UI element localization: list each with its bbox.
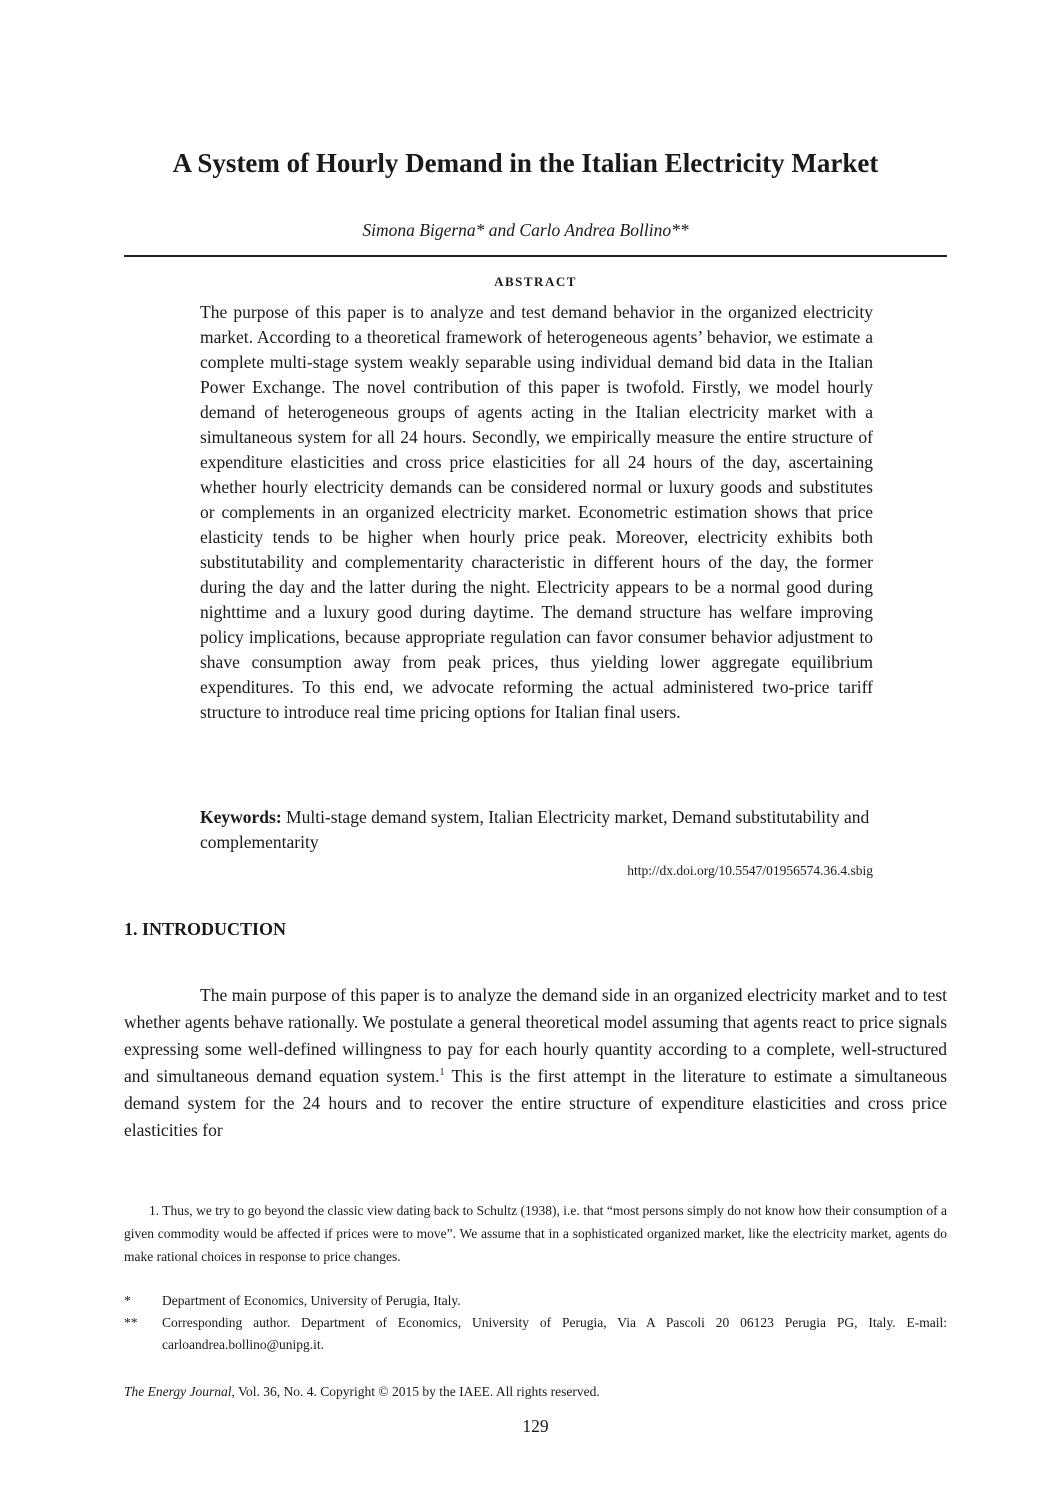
journal-details: , Vol. 36, No. 4. Copyright © 2015 by the IAEE. All rights reserved.: [231, 1384, 600, 1399]
footnote-1: 1. Thus, we try to go beyond the classic view dating back to Schultz (1938), i.e. that “most persons simply do not know how their consumption of a given commodity would be affected if prices were to move”. We assume that in a sophisticated organized market, like the electricity market, agents do make rational choices in response to price changes.: [124, 1203, 947, 1264]
journal-citation: [124, 1384, 600, 1400]
introduction-paragraph: [124, 982, 947, 1144]
affiliation-1: [124, 1290, 947, 1312]
keywords: [200, 805, 873, 855]
affiliation-mark: **: [124, 1315, 138, 1330]
affiliation-mark: *: [124, 1293, 131, 1308]
section-heading-introduction: 1. INTRODUCTION: [124, 919, 287, 939]
page-number: 129: [522, 1416, 549, 1436]
authors-line: Simona Bigerna* and Carlo Andrea Bollino**: [362, 220, 689, 240]
intro-text-part1: The main purpose of this paper is to analyze the demand side in an organized electricity market and to test whether agents behave rationally. We postulate a general theoretical model assuming that agents react to price signals expressing some well-defined willingness to pay for each hourly quantity according to a complete, well-structured and simultaneous demand equation system.: [124, 985, 947, 1086]
doi-link[interactable]: http://dx.doi.org/10.5547/01956574.36.4.sbig: [627, 863, 873, 878]
keywords-label: Keywords:: [200, 807, 282, 827]
footnote-reference[interactable]: 1: [439, 1067, 445, 1079]
keywords-text: Multi-stage demand system, Italian Electricity market, Demand substitutability and complementarity: [200, 807, 870, 852]
intro-text-part2: This is the first attempt in the literature to estimate a simultaneous demand system for the 24 hours and to recover the entire structure of expenditure elasticities and cross price elasticities for: [124, 1066, 948, 1140]
journal-name: The Energy Journal: [124, 1384, 232, 1399]
header-rule: [124, 255, 947, 257]
affiliation-2: [124, 1312, 947, 1356]
paper-title: A System of Hourly Demand in the Italian Electricity Market: [172, 148, 879, 178]
affiliation-text: Corresponding author. Department of Economics, University of Perugia, Via A Pascoli 20 06123 Perugia PG, Italy. E-mail: carloandrea.bollino@unipg.it.: [162, 1315, 947, 1352]
affiliations: [124, 1290, 947, 1356]
abstract-heading: ABSTRACT: [494, 274, 577, 289]
affiliation-text: Department of Economics, University of Perugia, Italy.: [162, 1293, 461, 1308]
abstract-text: The purpose of this paper is to analyze and test demand behavior in the organized electricity market. According to a theoretical framework of heterogeneous agents’ behavior, we estimate a complete multi-stage system weakly separable using individual demand bid data in the Italian Power Exchange. The novel contribution of this paper is twofold. Firstly, we model hourly demand of heterogeneous groups of agents acting in the Italian electricity market with a simultaneous system for all 24 hours. Secondly, we empirically measure the entire structure of expenditure elasticities and cross price elasticities for all 24 hours of the day, ascertaining whether hourly electricity demands can be considered normal or luxury goods and substitutes or complements in an organized electricity market. Econometric estimation shows that price elasticity tends to be higher when hourly price peak. Moreover, electricity exhibits both substitutability and complementarity characteristic in different hours of the day, the former during the day and the latter during the night. Electricity appears to be a normal good during nighttime and a luxury good during daytime. The demand structure has welfare improving policy implications, because appropriate regulation can favor consumer behavior adjustment to shave consumption away from peak prices, thus yielding lower aggregate equilibrium expenditures. To this end, we advocate reforming the actual administered two-price tariff structure to introduce real time pricing options for Italian final users.: [200, 302, 873, 722]
